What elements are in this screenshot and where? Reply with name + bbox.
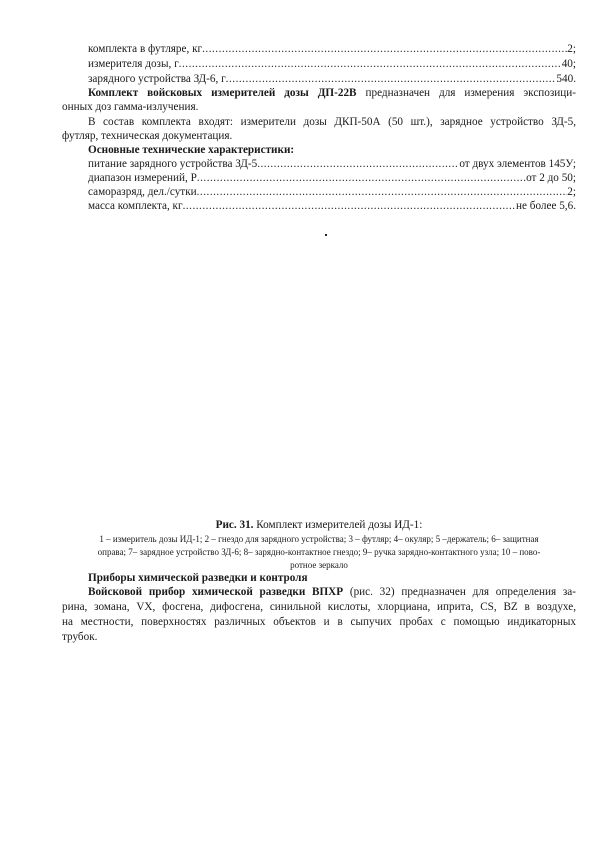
- vpkhr-paragraph-line2: рина, зомана, VX, фосгена, дифосгена, синильной кислоты, хлорциана, иприта, CS, BZ в воздухе,: [62, 601, 576, 613]
- leader-dots: [197, 185, 568, 199]
- leader-dots: [257, 157, 459, 171]
- figure-legend-line3: ротное зеркало: [290, 560, 348, 570]
- chem-heading: Приборы химической разведки и контроля: [88, 572, 308, 584]
- leader-dots: [226, 72, 557, 86]
- leader-dots: [179, 57, 562, 71]
- mass-item-charger: зарядного устройства ЗД-6, г ..... 540.: [88, 72, 576, 86]
- figure-legend-line2: оправа; 7– зарядное устройство ЗД-6; 8– зарядно-контактное гнездо; 9– ручка зарядно-контактного узла; 10 – пово-: [97, 547, 541, 557]
- dp22v-title: Комплект войсковых измерителей дозы ДП-22В: [88, 87, 357, 99]
- mass-item-case: комплекта в футляре, кг ..... 2;: [88, 42, 576, 56]
- spec-item-mass: масса комплекта, кг ..... не более 5,6.: [88, 199, 576, 213]
- figure-legend-line1: 1 – измеритель дозы ИД-1; 2 – гнездо для зарядного устройства; 3 – футляр; 4– окуляр; 5 –держатель; 6– защитная: [99, 534, 539, 544]
- specs-heading: Основные технические характеристики:: [88, 144, 295, 156]
- figure-placeholder-speck: [325, 234, 327, 236]
- leader-dots: [183, 199, 516, 213]
- vpkhr-paragraph-line1: Войсковой прибор химической разведки ВПХР (рис. 32) предназначен для определения за-: [88, 586, 576, 598]
- spec-item-range: диапазон измерений, Р ..... от 2 до 50;: [88, 171, 576, 185]
- figure-caption-title: Рис. 31. Комплект измерителей дозы ИД-1:: [215, 519, 423, 531]
- dp22v-paragraph-line2: онных доз гамма-излучения.: [62, 101, 199, 113]
- vpkhr-paragraph-line4: трубок.: [62, 631, 98, 643]
- composition-line2: футляр, техническая документация.: [62, 130, 233, 142]
- leader-dots: [202, 42, 567, 56]
- composition-line1: В состав комплекта входят: измерители дозы ДКП-50А (50 шт.), зарядное устройство ЗД-5,: [88, 116, 576, 128]
- dp22v-paragraph-line1: Комплект войсковых измерителей дозы ДП-22В предназначен для измерения экспозици-: [88, 87, 576, 99]
- spec-item-power: питание зарядного устройства ЗД-5 ..... от двух элементов 145У;: [88, 157, 576, 171]
- mass-item-meter: измерителя дозы, г ..... 40;: [88, 57, 576, 71]
- spec-item-selfdischarge: саморазряд, дел./сутки ..... 2;: [88, 185, 576, 199]
- vpkhr-title: Войсковой прибор химической разведки ВПХР: [88, 586, 344, 598]
- leader-dots: [197, 171, 526, 185]
- vpkhr-paragraph-line3: на местности, поверхностях различных объектов и в сыпучих пробах с помощью индикаторных: [62, 616, 576, 628]
